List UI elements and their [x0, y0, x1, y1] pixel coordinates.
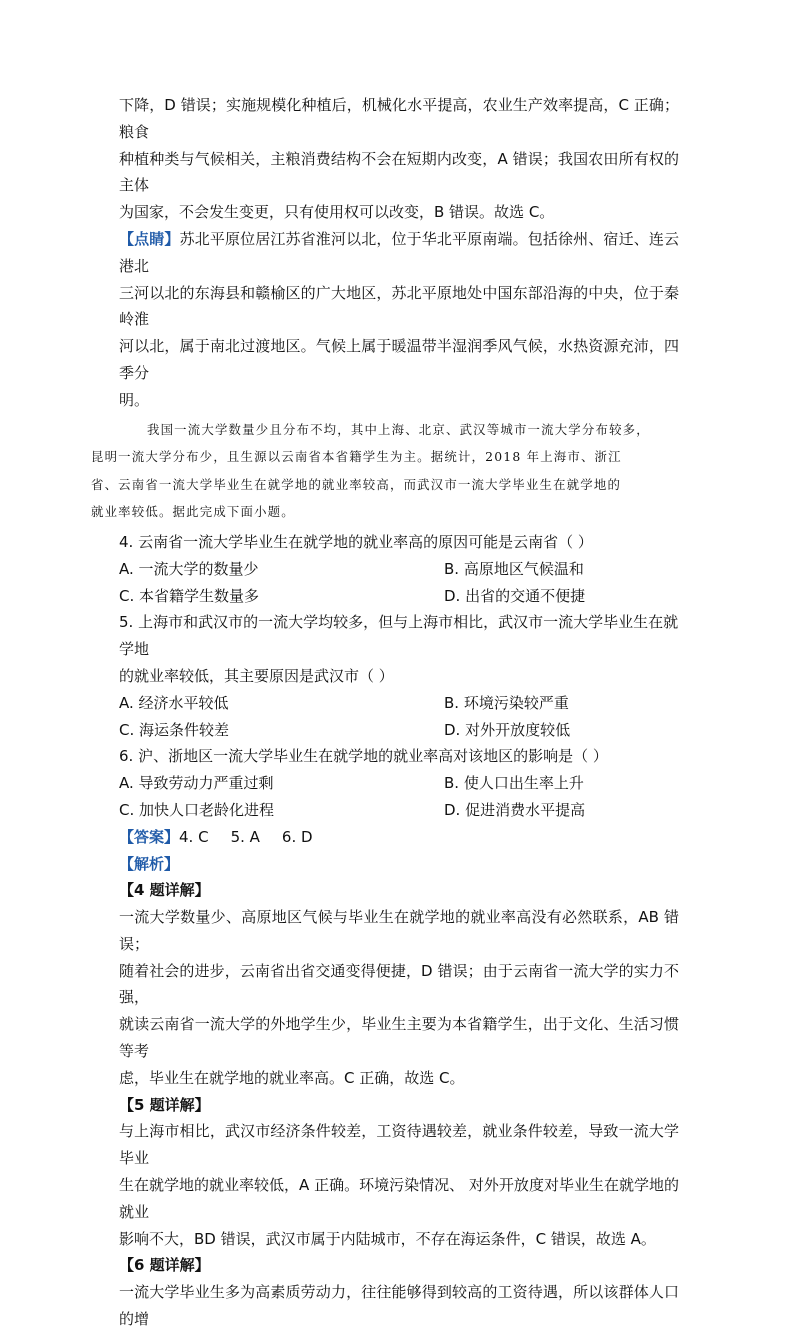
dianjing-line-3: 河以北，属于南北过渡地区。气候上属于暖温带半湿润季风气候，水热资源充沛，四季分	[119, 337, 679, 382]
question-5-stem-2: 的就业率较低，其主要原因是武汉市（ ）	[119, 666, 394, 685]
passage-line-3: 省、云南省一流大学毕业生在就学地的就业率较高，而武汉市一流大学毕业生在就学地的	[91, 476, 622, 492]
intro-line-3: 为国家，不会发生变更，只有使用权可以改变，B 错误。故选 C。	[119, 203, 555, 222]
detail-4-line-2: 随着社会的进步，云南省出省交通变得便捷，D 错误；由于云南省一流大学的实力不强，	[119, 961, 679, 1007]
detail-5-tag: 【5 题详解】	[119, 1095, 210, 1114]
question-5-option-d: D. 对外开放度较低	[444, 720, 571, 739]
question-6-option-a: A. 导致劳动力严重过剩	[119, 774, 274, 793]
question-5-options	[119, 690, 679, 744]
detail-5-line-3: 影响不大，BD 错误，武汉市属于内陆城市，不存在海运条件，C 错误，故选 A。	[119, 1229, 656, 1248]
passage-line-2: 昆明一流大学分布少，且生源以云南省本省籍学生为主。据统计，2018 年上海市、浙江	[91, 449, 622, 465]
answer-4: 4. C	[179, 827, 209, 846]
question-6-options	[119, 770, 679, 824]
dianjing-line-2: 三河以北的东海县和赣榆区的广大地区，苏北平原地处中国东部沿海的中央，位于秦岭淮	[119, 283, 679, 329]
detail-4-line-1: 一流大学数量少、高原地区气候与毕业生在就学地的就业率高没有必然联系，AB 错误；	[119, 908, 679, 953]
detail-6-line-1: 一流大学毕业生多为高素质劳动力，往往能够得到较高的工资待遇，所以该群体人口的增	[119, 1283, 679, 1329]
dianjing-line-1	[119, 226, 679, 280]
answer-5: 5. A	[230, 827, 260, 846]
intro-line-2: 种植种类与气候相关，主粮消费结构不会在短期内改变，A 错误；我国农田所有权的主体	[119, 149, 679, 195]
detail-6-tag: 【6 题详解】	[119, 1256, 210, 1275]
analysis-tag: 【解析】	[119, 854, 180, 873]
question-5-option-a: A. 经济水平较低	[119, 693, 229, 712]
question-6-option-d: D. 促进消费水平提高	[444, 800, 586, 819]
question-5-option-c: C. 海运条件较差	[119, 720, 230, 739]
question-4-stem: 4. 云南省一流大学毕业生在就学地的就业率高的原因可能是云南省（ ）	[119, 532, 593, 551]
passage-line-4: 就业率较低。据此完成下面小题。	[91, 504, 295, 520]
passage-line-1: 我国一流大学数量少且分布不均，其中上海、北京、武汉等城市一流大学分布较多，	[147, 421, 650, 437]
answer-tag: 【答案】	[119, 827, 180, 846]
intro-line-1: 下降，D 错误；实施规模化种植后，机械化水平提高，农业生产效率提高，C 正确；粮食	[119, 96, 679, 141]
detail-5-line-1: 与上海市相比，武汉市经济条件较差，工资待遇较差，就业条件较差，导致一流大学毕业	[119, 1122, 679, 1168]
dianjing-line-4: 明。	[119, 390, 150, 409]
question-6-option-c: C. 加快人口老龄化进程	[119, 800, 275, 819]
question-6-option-b: B. 使人口出生率上升	[444, 774, 584, 793]
question-5-option-b: B. 环境污染较严重	[444, 693, 569, 712]
question-4-option-c: C. 本省籍学生数量多	[119, 586, 260, 605]
detail-4-line-3: 就读云南省一流大学的外地学生少，毕业生主要为本省籍学生，出于文化、生活习惯等考	[119, 1015, 679, 1061]
question-4-option-a: A. 一流大学的数量少	[119, 559, 259, 578]
question-5-stem-1: 5. 上海市和武汉市的一流大学均较多，但与上海市相比，武汉市一流大学毕业生在就学地	[119, 613, 679, 659]
answer-line	[119, 824, 679, 851]
question-4-option-d: D. 出省的交通不便捷	[444, 586, 586, 605]
question-4-option-b: B. 高原地区气候温和	[444, 559, 584, 578]
reading-passage	[91, 416, 679, 526]
question-6-stem: 6. 沪、浙地区一流大学毕业生在就学地的就业率高对该地区的影响是（ ）	[119, 747, 608, 766]
answer-6: 6. D	[281, 827, 313, 846]
question-4-options	[119, 556, 679, 610]
detail-5-line-2: 生在就学地的就业率较低，A 正确。环境污染情况、 对外开放度对毕业生在就学地的就业	[119, 1176, 679, 1221]
document-content	[91, 92, 679, 1333]
dianjing-tag: 【点睛】	[119, 229, 180, 248]
dianjing-text-1: 苏北平原位居江苏省淮河以北，位于华北平原南端。包括徐州、宿迁、连云港北	[119, 229, 679, 275]
detail-4-tag: 【4 题详解】	[119, 881, 210, 900]
detail-4-line-4: 虑，毕业生在就学地的就业率高。C 正确，故选 C。	[119, 1068, 465, 1087]
